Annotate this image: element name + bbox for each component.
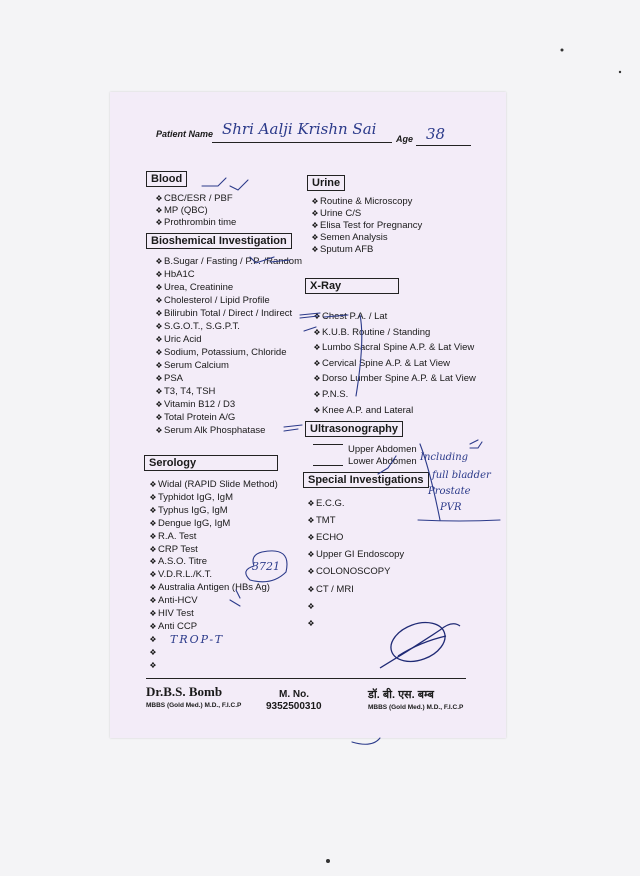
- patient-name-label: Patient Name: [156, 129, 214, 139]
- bullet-icon: ❖: [149, 647, 157, 657]
- biochemical-item-label: Uric Acid: [164, 334, 202, 345]
- xray-item-label: Dorso Lumber Spine A.P. & Lat View: [322, 373, 476, 385]
- ultrasonography-heading: Ultrasonography: [305, 421, 403, 437]
- blood-item-label: Prothrombin time: [164, 217, 237, 228]
- serology-item-label: A.S.O. Titre: [158, 556, 208, 568]
- bullet-icon: ❖: [155, 348, 163, 357]
- bullet-icon: ❖: [149, 634, 157, 644]
- serology-item: [148, 595, 198, 606]
- biochemical-item: [154, 308, 292, 319]
- serology-item-label: Dengue IgG, IgM: [158, 517, 231, 529]
- serology-item-label: R.A. Test: [158, 530, 197, 542]
- bullet-icon: ❖: [313, 405, 321, 415]
- biochemical-item: [154, 425, 265, 436]
- bullet-icon: ❖: [155, 296, 163, 305]
- footer-divider: [146, 678, 466, 679]
- serology-item-label: Typhus IgG, IgM: [158, 504, 228, 516]
- biochemical-item-label: HbA1C: [164, 269, 195, 280]
- biochemical-item-label: Vitamin B12 / D3: [164, 399, 236, 410]
- bullet-icon: ❖: [313, 312, 321, 321]
- bullet-icon: ❖: [155, 374, 163, 383]
- bullet-icon: ❖: [155, 387, 163, 396]
- bullet-icon: ❖: [149, 609, 157, 618]
- special-item: [306, 532, 343, 543]
- mobile-number: 9352500310: [266, 701, 322, 712]
- bullet-icon: ❖: [155, 218, 163, 227]
- blood-item-label: CBC/ESR / PBF: [164, 193, 233, 204]
- serology-item: [148, 569, 212, 580]
- special-heading: Special Investigations: [303, 472, 429, 488]
- bullet-icon: ❖: [149, 518, 157, 528]
- bullet-icon: ❖: [311, 221, 319, 230]
- biochemical-item: [154, 269, 195, 280]
- xray-item-label: Cervical Spine A.P. & Lat View: [322, 357, 450, 369]
- bullet-icon: ❖: [307, 516, 315, 526]
- handwritten-circled-number: 3721: [252, 560, 280, 573]
- xray-item: [312, 405, 413, 416]
- serology-item: [148, 608, 194, 619]
- serology-item-label: HIV Test: [158, 608, 194, 619]
- urine-heading: Urine: [307, 175, 345, 191]
- urine-item-label: Elisa Test for Pregnancy: [320, 220, 423, 231]
- urine-item: [310, 244, 373, 255]
- bullet-icon: ❖: [149, 583, 157, 593]
- serology-item: [148, 582, 270, 593]
- urine-item-label: Routine & Microscopy: [320, 196, 413, 207]
- patient-name-line: [212, 142, 392, 143]
- biochemical-item: [154, 347, 287, 358]
- bullet-icon: ❖: [313, 343, 321, 353]
- bullet-icon: ❖: [307, 567, 315, 577]
- serology-item: [148, 479, 278, 490]
- bullet-icon: ❖: [313, 358, 321, 368]
- usg-lower-abdomen: Lower Abdomen: [348, 456, 417, 467]
- biochemical-item: [154, 373, 183, 384]
- biochemical-item: [154, 360, 229, 371]
- serology-item: [148, 492, 233, 503]
- biochemical-item: [154, 412, 235, 423]
- bullet-icon: ❖: [307, 584, 315, 594]
- special-item: [306, 498, 345, 509]
- special-item: [306, 515, 336, 526]
- special-item-label: Upper GI Endoscopy: [316, 549, 405, 561]
- bullet-icon: ❖: [149, 621, 157, 631]
- bullet-icon: ❖: [155, 270, 163, 279]
- biochemical-item-label: Serum Calcium: [164, 360, 229, 371]
- serology-item-label: Typhidot IgG, IgM: [158, 491, 233, 503]
- xray-item-label: Lumbo Sacral Spine A.P. & Lat View: [322, 342, 475, 354]
- bullet-icon: ❖: [155, 283, 163, 292]
- serology-item: [148, 621, 197, 632]
- serology-item: [148, 544, 198, 555]
- special-item: [306, 549, 404, 560]
- biochemical-item-label: PSA: [164, 373, 184, 384]
- serology-item-label: Australia Antigen (HBs Ag): [158, 582, 270, 594]
- doctor-qualifications-right: MBBS (Gold Med.) M.D., F.I.C.P: [368, 704, 464, 711]
- age-label: Age: [396, 134, 414, 144]
- xray-item-label: Chest P.A. / Lat: [322, 311, 388, 322]
- bullet-icon: ❖: [307, 533, 315, 543]
- bullet-icon: ❖: [155, 335, 163, 344]
- biochemical-item: [154, 399, 235, 410]
- special-item: [306, 618, 316, 629]
- biochemical-item: [154, 295, 270, 306]
- serology-item: [148, 634, 158, 645]
- biochemical-item-label: Total Protein A/G: [164, 412, 236, 423]
- biochemical-item: [154, 386, 215, 397]
- bullet-icon: ❖: [155, 194, 163, 203]
- blood-heading: Blood: [146, 171, 187, 187]
- serology-heading: Serology: [144, 455, 278, 471]
- bullet-icon: ❖: [311, 245, 319, 254]
- usg-upper-abdomen: Upper Abdomen: [348, 444, 417, 455]
- blood-item-label: MP (QBC): [164, 205, 208, 216]
- special-item-label: ECHO: [316, 532, 344, 544]
- xray-item-label: P.N.S.: [322, 389, 349, 400]
- biochemical-item-label: Serum Alk Phosphatase: [164, 425, 266, 436]
- bullet-icon: ❖: [149, 480, 157, 489]
- biochemical-item-label: Cholesterol / Lipid Profile: [164, 295, 270, 306]
- xray-item-label: K.U.B. Routine / Standing: [322, 326, 431, 338]
- handwritten-usg-note-1: Including: [420, 452, 469, 463]
- special-item: [306, 566, 390, 577]
- blood-item: [154, 193, 233, 204]
- bullet-icon: ❖: [313, 327, 321, 337]
- bullet-icon: ❖: [155, 257, 163, 266]
- special-item-label: TMT: [316, 515, 336, 527]
- xray-item-label: Knee A.P. and Lateral: [322, 404, 414, 416]
- biochemical-item-label: T3, T4, TSH: [164, 386, 216, 397]
- urine-item: [310, 232, 388, 243]
- bullet-icon: ❖: [155, 361, 163, 370]
- bullet-icon: ❖: [155, 426, 163, 435]
- bullet-icon: ❖: [311, 197, 319, 206]
- xray-item: [312, 327, 430, 338]
- doctor-qualifications: MBBS (Gold Med.) M.D., F.I.C.P: [146, 702, 242, 709]
- bullet-icon: ❖: [311, 233, 319, 242]
- bullet-icon: ❖: [149, 596, 157, 606]
- doctor-name: Dr.B.S. Bomb: [146, 684, 223, 699]
- bullet-icon: ❖: [149, 570, 157, 580]
- urine-item: [310, 208, 361, 219]
- urine-item-label: Semen Analysis: [320, 232, 388, 243]
- patient-name-value: Shri Aalji Krishn Sai: [222, 120, 377, 138]
- handwritten-usg-note-4: PVR: [440, 502, 462, 513]
- serology-item-label: CRP Test: [158, 543, 198, 555]
- handwritten-usg-note-3: Prostate: [428, 486, 471, 497]
- serology-item: [148, 505, 228, 516]
- urine-item-label: Urine C/S: [320, 208, 362, 219]
- bullet-icon: ❖: [155, 400, 163, 409]
- bullet-icon: ❖: [155, 413, 163, 422]
- bullet-icon: ❖: [307, 499, 315, 508]
- serology-item: [148, 556, 207, 567]
- xray-item: [312, 342, 474, 353]
- bullet-icon: ❖: [155, 206, 163, 215]
- bullet-icon: ❖: [307, 550, 315, 560]
- doctor-name-hindi: डॉ. बी. एस. बम्ब: [368, 689, 434, 701]
- serology-item: [148, 647, 158, 658]
- bullet-icon: ❖: [307, 618, 315, 628]
- xray-item: [312, 389, 348, 400]
- bullet-icon: ❖: [155, 309, 163, 318]
- biochemical-item-label: Sodium, Potassium, Chloride: [164, 347, 287, 358]
- blood-item: [154, 205, 208, 216]
- mobile-label: M. No.: [279, 689, 309, 700]
- bullet-icon: ❖: [313, 374, 321, 384]
- bullet-icon: ❖: [149, 557, 157, 567]
- urine-item: [310, 196, 412, 207]
- blood-item: [154, 217, 236, 228]
- age-value: 38: [426, 125, 446, 143]
- serology-item-label: Widal (RAPID Slide Method): [158, 479, 278, 490]
- biochemical-item-label: Bilirubin Total / Direct / Indirect: [164, 308, 293, 319]
- biochemical-item-label: Urea, Creatinine: [164, 282, 234, 293]
- bullet-icon: ❖: [149, 492, 157, 502]
- biochemical-item: [154, 256, 302, 267]
- bullet-icon: ❖: [155, 322, 163, 331]
- handwritten-trop-t: TROP-T: [170, 633, 225, 646]
- serology-item: [148, 531, 196, 542]
- bullet-icon: ❖: [149, 544, 157, 554]
- bullet-icon: ❖: [149, 660, 157, 670]
- usg-bracket: [313, 444, 343, 466]
- special-item: [306, 601, 316, 612]
- bullet-icon: ❖: [307, 601, 315, 611]
- serology-item-label: Anti-HCV: [158, 595, 198, 607]
- biochemical-item: [154, 321, 240, 332]
- biochemical-item: [154, 282, 233, 293]
- special-item-label: E.C.G.: [316, 498, 345, 509]
- urine-item-label: Sputum AFB: [320, 244, 374, 255]
- age-line: [416, 145, 471, 146]
- biochemical-item-label: S.G.O.T., S.G.P.T.: [164, 321, 240, 332]
- urine-item: [310, 220, 422, 231]
- handwritten-usg-note-2: full bladder: [432, 470, 491, 481]
- xray-item: [312, 373, 476, 384]
- serology-item-label: V.D.R.L./K.T.: [158, 569, 213, 581]
- special-item-label: COLONOSCOPY: [316, 566, 391, 578]
- bullet-icon: ❖: [149, 505, 157, 515]
- special-item-label: CT / MRI: [316, 583, 354, 595]
- bullet-icon: ❖: [149, 531, 157, 541]
- serology-item: [148, 660, 158, 671]
- bullet-icon: ❖: [313, 390, 321, 399]
- serology-item: [148, 518, 230, 529]
- bullet-icon: ❖: [311, 209, 319, 218]
- xray-heading: X-Ray: [305, 278, 399, 294]
- biochemical-item-label: B.Sugar / Fasting / P.P. /Random: [164, 256, 303, 267]
- special-item: [306, 584, 354, 595]
- biochemical-heading: Bioshemical Investigation: [146, 233, 292, 249]
- serology-item-label: Anti CCP: [158, 620, 198, 632]
- xray-item: [312, 358, 450, 369]
- biochemical-item: [154, 334, 201, 345]
- xray-item: [312, 311, 387, 322]
